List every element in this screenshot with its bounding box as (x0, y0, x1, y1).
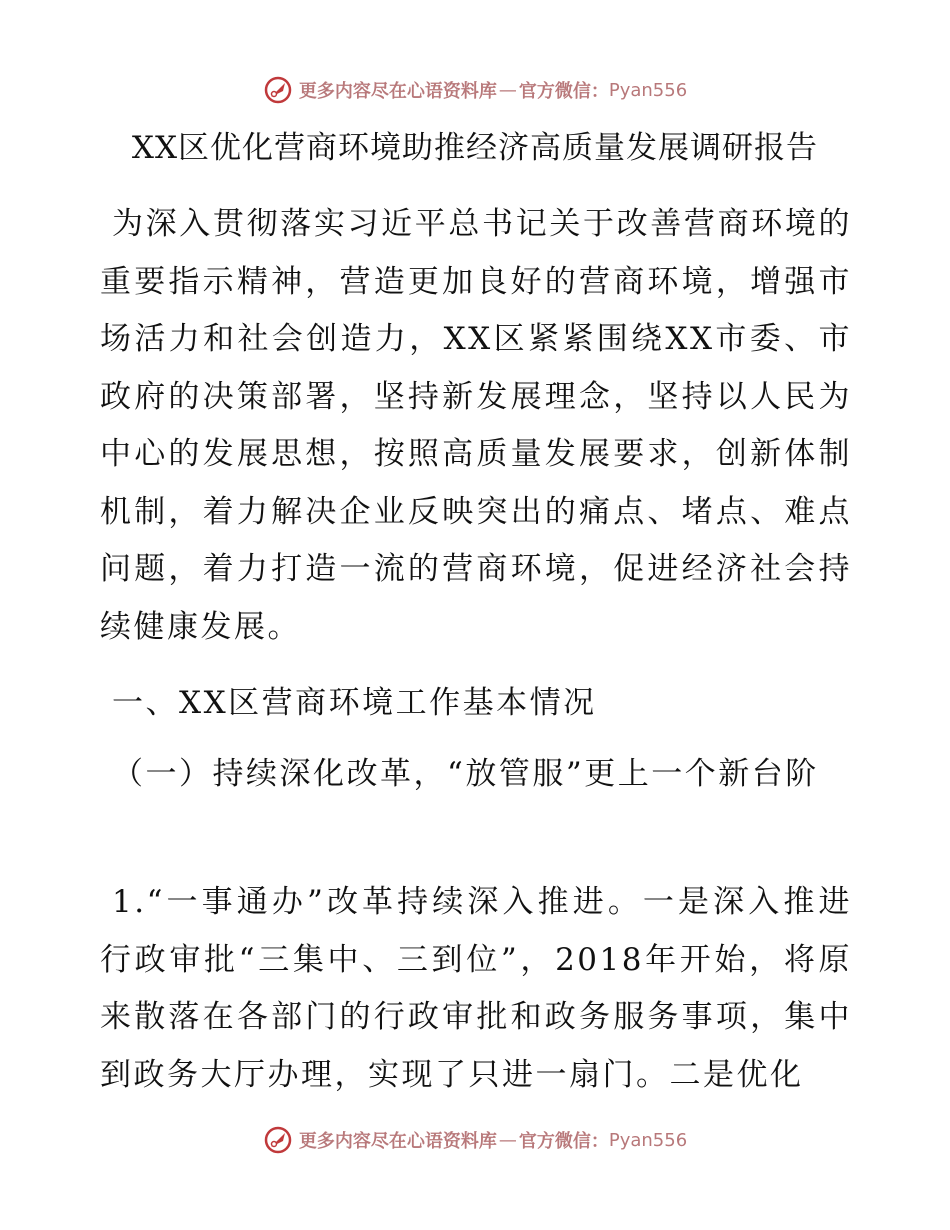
watermark-text: 更多内容尽在心语资料库 (298, 1131, 497, 1152)
subsection-heading: （一）持续深化改革，“放管服”更上一个新台阶 (112, 756, 819, 792)
document-title: XX区优化营商环境助推经济高质量发展调研报告 (131, 130, 819, 166)
watermark-separator: — (498, 1129, 517, 1151)
watermark-account: Pyan556 (608, 79, 688, 101)
quill-logo-icon (263, 75, 293, 105)
intro-paragraph: 为深入贯彻落实习近平总书记关于改善营商环境的重要指示精神，营造更加良好的营商环境，增强市场活力和社会创造力，XX区紧紧围绕XX市委、市政府的决策部署，坚持新发展理念，坚持以人民为中心的发展思想，按照高质量发展要求，创新体制机制，着力解决企业反映突出的痛点、堵点、难点问题，着力打造一流的营商环境，促进经济社会持续健康发展。 (100, 206, 852, 645)
watermark-account-label: 官方微信： (518, 1131, 609, 1152)
watermark-header (0, 70, 950, 110)
quill-logo-icon (263, 1125, 293, 1155)
section-heading: 一、XX区营商环境工作基本情况 (112, 685, 597, 721)
watermark-footer (0, 1120, 950, 1160)
watermark-account-label: 官方微信： (518, 81, 609, 102)
item-1-paragraph: 1.“一事通办”改革持续深入推进。一是深入推进行政审批“三集中、三到位”，2018年开始，将原来散落在各部门的行政审批和政务服务事项，集中到政务大厅办理，实现了只进一扇门。二是优化 (100, 884, 852, 1093)
watermark-text: 更多内容尽在心语资料库 (298, 81, 497, 102)
watermark-account: Pyan556 (608, 1129, 688, 1151)
watermark-separator: — (498, 79, 517, 101)
